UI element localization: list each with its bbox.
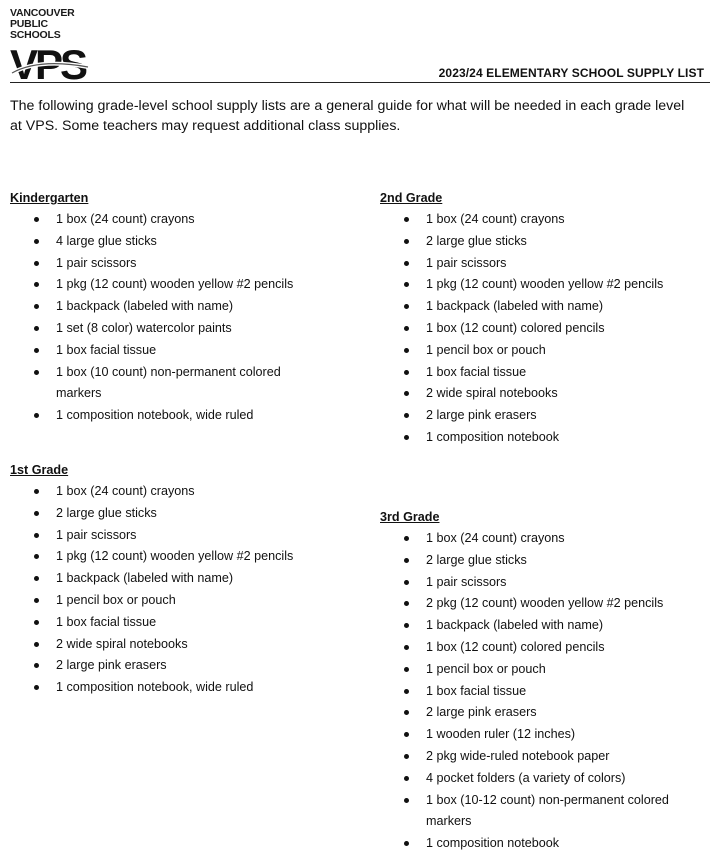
- list-item-text: 2 large glue sticks: [56, 505, 157, 520]
- bullet-icon: [34, 326, 39, 331]
- list-item: [10, 546, 326, 568]
- bullet-icon: [404, 689, 409, 694]
- list-item-text: 1 composition notebook, wide ruled: [56, 408, 254, 423]
- list-item-text: 1 box (24 count) crayons: [56, 484, 195, 498]
- list-item: [380, 550, 696, 572]
- list-item: [380, 572, 696, 594]
- list-item-text: 1 pair scissors: [426, 255, 507, 270]
- section-2nd-grade: [380, 189, 696, 449]
- intro-paragraph: The following grade-level school supply lists are a general guide for what will be needed in each grade level at VPS. Some teachers may request additional class supplies.: [10, 98, 685, 134]
- list-item: [10, 231, 326, 253]
- list-item-text: 2 wide spiral notebooks: [426, 386, 558, 401]
- list-item-text: 1 backpack (labeled with name): [56, 571, 234, 586]
- list-item-text: 4 pocket folders (a variety of colors): [426, 770, 626, 785]
- list-item-text: 1 box (10-12 count) non-permanent colored markers: [426, 792, 669, 829]
- list-item: [380, 659, 696, 681]
- list-item-text: 1 box facial tissue: [426, 683, 527, 698]
- list-item: [380, 681, 696, 703]
- vps-logo: [10, 8, 100, 88]
- list-item-text: 1 box (12 count) colored pencils: [426, 320, 605, 335]
- vps-logo-graphic: [10, 43, 90, 83]
- bullet-icon: [34, 413, 39, 418]
- list-item: [10, 590, 326, 612]
- bullet-icon: [34, 598, 39, 603]
- list-item: [380, 274, 696, 296]
- bullet-icon: [34, 217, 39, 222]
- bullet-icon: [404, 645, 409, 650]
- logo-line-vancouver: VANCOUVER: [10, 7, 75, 19]
- list-item-text: 1 set (8 color) watercolor paints: [56, 320, 232, 335]
- list-item-text: 2 large glue sticks: [426, 552, 527, 567]
- list-item-text: 2 pkg (12 count) wooden yellow #2 pencils: [426, 596, 664, 611]
- list-item: [380, 702, 696, 724]
- section-heading: 1st Grade: [10, 463, 69, 477]
- bullet-icon: [34, 554, 39, 559]
- list-item-text: 2 large pink erasers: [426, 705, 537, 720]
- bullet-icon: [34, 576, 39, 581]
- list-item-text: 2 pkg wide-ruled notebook paper: [426, 748, 610, 763]
- header-divider: [10, 82, 710, 83]
- list-item: [380, 231, 696, 253]
- list-item: [10, 296, 326, 318]
- svg-text:VPS: VPS: [10, 43, 86, 83]
- bullet-icon: [404, 391, 409, 396]
- bullet-icon: [404, 776, 409, 781]
- bullet-icon: [34, 620, 39, 625]
- list-item-text: 1 box (24 count) crayons: [426, 531, 565, 545]
- bullet-icon: [34, 642, 39, 647]
- list-item: [380, 253, 696, 275]
- list-item: [380, 593, 696, 615]
- bullet-icon: [404, 304, 409, 309]
- list-item-text: 1 pair scissors: [56, 255, 137, 270]
- bullet-icon: [34, 533, 39, 538]
- list-item: [380, 209, 696, 231]
- list-item: [380, 296, 696, 318]
- bullet-icon: [34, 261, 39, 266]
- list-item: [380, 528, 696, 550]
- list-item: [10, 655, 326, 677]
- section-kindergarten: [10, 189, 326, 427]
- list-item: [10, 634, 326, 656]
- bullet-icon: [404, 623, 409, 628]
- list-item: [10, 362, 326, 406]
- list-item-text: 1 pencil box or pouch: [56, 592, 176, 607]
- list-item-text: 1 pkg (12 count) wooden yellow #2 pencils: [426, 277, 664, 292]
- bullet-icon: [404, 667, 409, 672]
- bullet-icon: [404, 841, 409, 846]
- bullet-icon: [34, 304, 39, 309]
- list-item-text: 2 wide spiral notebooks: [56, 636, 188, 651]
- list-item-text: 1 pair scissors: [56, 527, 137, 542]
- bullet-icon: [404, 435, 409, 440]
- bullet-icon: [404, 601, 409, 606]
- bullet-icon: [404, 580, 409, 585]
- bullet-icon: [34, 370, 39, 375]
- list-item: [10, 274, 326, 296]
- section-heading: Kindergarten: [10, 191, 89, 205]
- list-item: [380, 768, 696, 790]
- list-item: [380, 427, 696, 449]
- list-item: [10, 568, 326, 590]
- bullet-icon: [34, 489, 39, 494]
- bullet-icon: [404, 326, 409, 331]
- list-item: [380, 405, 696, 427]
- supply-list: [380, 528, 696, 855]
- list-item-text: 1 backpack (labeled with name): [56, 299, 234, 314]
- list-item: [10, 612, 326, 634]
- list-item: [380, 318, 696, 340]
- list-item-text: 2 large pink erasers: [56, 658, 167, 673]
- list-item-text: 1 box (10 count) non-permanent colored markers: [56, 364, 281, 401]
- bullet-icon: [404, 710, 409, 715]
- list-item: [380, 383, 696, 405]
- list-item: [10, 253, 326, 275]
- list-item-text: 1 box (12 count) colored pencils: [426, 639, 605, 654]
- list-item: [380, 615, 696, 637]
- list-item: [10, 340, 326, 362]
- bullet-icon: [404, 558, 409, 563]
- bullet-icon: [404, 282, 409, 287]
- list-item-text: 1 box facial tissue: [56, 342, 157, 357]
- list-item: [10, 503, 326, 525]
- bullet-icon: [404, 217, 409, 222]
- list-item: [380, 362, 696, 384]
- list-item-text: 1 box facial tissue: [426, 364, 527, 379]
- list-item-text: 1 backpack (labeled with name): [426, 299, 604, 314]
- list-item-text: 1 composition notebook, wide ruled: [56, 680, 254, 695]
- section-heading: 3rd Grade: [380, 510, 440, 524]
- list-item: [10, 481, 326, 503]
- bullet-icon: [404, 754, 409, 759]
- bullet-icon: [404, 798, 409, 803]
- list-item-text: 1 composition notebook: [426, 429, 560, 444]
- list-item: [10, 209, 326, 231]
- supply-list: [10, 481, 326, 699]
- list-item: [10, 677, 326, 699]
- list-item-text: 2 large pink erasers: [426, 408, 537, 423]
- logo-line-public-schools: PUBLIC SCHOOLS: [10, 18, 61, 41]
- list-item: [380, 746, 696, 768]
- bullet-icon: [404, 732, 409, 737]
- bullet-icon: [404, 239, 409, 244]
- list-item: [10, 405, 326, 427]
- list-item: [10, 318, 326, 340]
- supply-list: [10, 209, 326, 427]
- bullet-icon: [404, 413, 409, 418]
- list-item-text: 1 composition notebook: [426, 836, 560, 851]
- supply-list: [380, 209, 696, 449]
- list-item-text: 1 pencil box or pouch: [426, 661, 546, 676]
- bullet-icon: [34, 511, 39, 516]
- bullet-icon: [34, 663, 39, 668]
- list-item-text: 1 box (24 count) crayons: [426, 212, 565, 226]
- bullet-icon: [404, 348, 409, 353]
- bullet-icon: [34, 348, 39, 353]
- list-item: [380, 340, 696, 362]
- list-item-text: 1 pkg (12 count) wooden yellow #2 pencils: [56, 549, 294, 564]
- list-item-text: 4 large glue sticks: [56, 233, 157, 248]
- list-item: [380, 637, 696, 659]
- list-item-text: 1 backpack (labeled with name): [426, 618, 604, 633]
- list-item: [10, 525, 326, 547]
- bullet-icon: [34, 685, 39, 690]
- bullet-icon: [404, 261, 409, 266]
- list-item-text: 1 pair scissors: [426, 574, 507, 589]
- list-item: [380, 724, 696, 746]
- list-item-text: 1 box (24 count) crayons: [56, 212, 195, 226]
- bullet-icon: [34, 239, 39, 244]
- bullet-icon: [404, 536, 409, 541]
- bullet-icon: [34, 282, 39, 287]
- list-item-text: 1 wooden ruler (12 inches): [426, 727, 576, 742]
- section-1st-grade: [10, 461, 326, 699]
- list-item-text: 1 pkg (12 count) wooden yellow #2 pencils: [56, 277, 294, 292]
- list-item-text: 2 large glue sticks: [426, 233, 527, 248]
- list-item: [380, 833, 696, 855]
- bullet-icon: [404, 370, 409, 375]
- list-item: [380, 790, 696, 834]
- section-3rd-grade: [380, 508, 696, 855]
- list-item-text: 1 pencil box or pouch: [426, 342, 546, 357]
- document-title: 2023/24 ELEMENTARY SCHOOL SUPPLY LIST: [438, 66, 704, 80]
- list-item-text: 1 box facial tissue: [56, 614, 157, 629]
- section-heading: 2nd Grade: [380, 191, 443, 205]
